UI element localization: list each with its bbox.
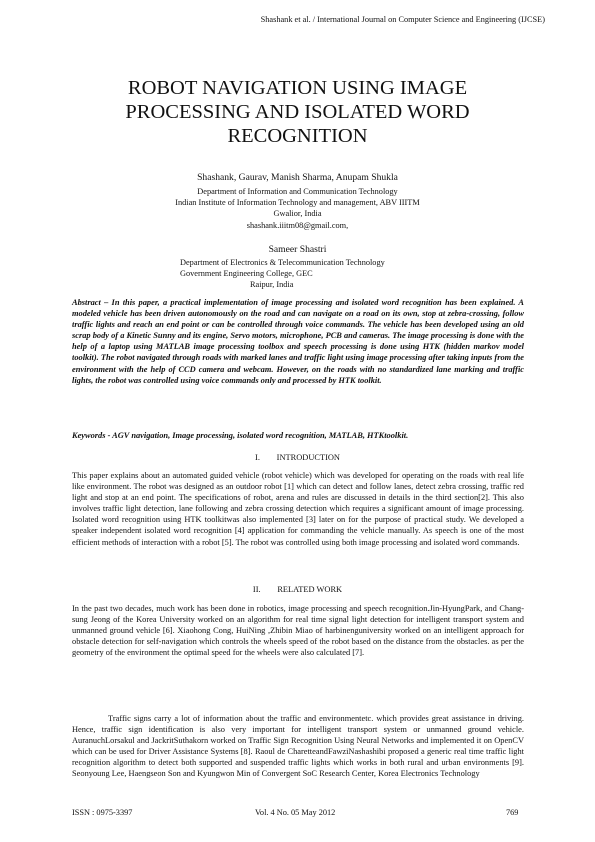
- affiliation-primary: [0, 186, 595, 231]
- title-line: PROCESSING AND ISOLATED WORD: [125, 101, 470, 123]
- page-number: 769: [506, 808, 519, 817]
- footer-volume: Vol. 4 No. 05 May 2012: [255, 808, 336, 817]
- footer-issn: ISSN : 0975-3397: [72, 808, 133, 817]
- related-work-paragraph: In the past two decades, much work has been done in robotics, image processing and speech recognition.Jin-HyungPark, and Chang-sung Jeong of the Korea University worked on an algorithm for real time signal light detection for intelligent transport system and unmanned ground vehicle [6]. Xiaohong Cong, HuiNing ,Zhibin Miao of harbinenguniversity worked on an intelligent approach for obstacle detection for self-navigation which controls the wheels speed of the robot based on the distance from the obstacles. as per the geometry of the environment the optimal speed for the wheels were also calculated [7].: [72, 604, 524, 658]
- section-heading-introduction: I. INTRODUCTION: [255, 453, 340, 462]
- affiliation-line: Gwalior, India: [273, 209, 322, 219]
- title-line: ROBOT NAVIGATION USING IMAGE: [127, 77, 468, 99]
- author-list: Shashank, Gaurav, Manish Sharma, Anupam Shukla: [197, 172, 398, 183]
- affiliation-line: Raipur, India: [250, 280, 294, 290]
- second-author: Sameer Shastri: [268, 244, 327, 255]
- affiliation-line: Indian Institute of Information Technology and management, ABV IIITM: [175, 198, 420, 208]
- title-line: RECOGNITION: [227, 125, 368, 147]
- author-email[interactable]: shashank.iiitm08@gmail.com,: [246, 220, 349, 230]
- affiliation-secondary: [180, 257, 385, 291]
- running-head: Shashank et al. / International Journal on Computer Science and Engineering (IJCSE): [260, 15, 545, 24]
- paper-title: [60, 76, 535, 148]
- section-heading-related-work: II. RELATED WORK: [252, 585, 343, 594]
- introduction-paragraph: This paper explains about an automated guided vehicle (robot vehicle) which was developed for operating on the roads with real life like environment. The robot was designed as an outdoor robot [1] which can detect and follow lanes, detect zebra crossing, traffic red light and stop at an end point. The specifications of robot, arena and rules are discussed in details in the third section[2]. This also involves traffic light detection, lane following and zebra crossing detection which requires a significant amount of image processing. Isolated word recognition using HTK toolkitwas also implemented [3] later on for the purpose of practical study. We developed a speaker independent isolated word recognition [4] application for commanding the vehicle manually. As speech is one of the most efficient methods of interaction with a robot [5]. The robot was controlled using both image processing and isolated word commands.: [72, 471, 524, 547]
- related-work-paragraph: Traffic signs carry a lot of information about the traffic and environmentetc. which provides great assistance in driving. Hence, traffic sign identification is also very important for intelligent transport system or unmanned ground vehicle. AuranuchLorsakul and JackritSuthakorn worked on Traffic Sign Recognition Using Neural Networks and implemented it on OpenCV which can be used for Driver Assistance Systems [8]. Raoul de CharetteandFawziNashashibi proposed a generic real time traffic light recognition algorithm to detect both supported and suspended traffic lights which works in both rural and urban environments [9]. Seonyoung Lee, Haengseon Son and Kyungwon Min of Convergent SoC Research Center, Korea Electronics Technology: [72, 714, 524, 779]
- affiliation-line: Government Engineering College, GEC: [180, 269, 313, 279]
- keywords: Keywords - AGV navigation, Image processing, isolated word recognition, MATLAB, HTKtoolkit.: [72, 431, 409, 440]
- abstract: Abstract – In this paper, a practical implementation of image processing and isolated word recognition has been explained. A modeled vehicle has been driven autonomously on the road and can navigate on a road on its own, stop at zebra-crossing, follow traffic lights and reach an end point or can be controlled through voice commands. The vehicle has been developed using an old scrap body of a Kinetic Sunny and its engine, Servo motors, microphone, PCB and cameras. The image processing is done with the help of a laptop using MATLAB image processing toolbox and speech processing is done using HTK (hidden markov model toolkit). The robot navigated through roads with marked lanes and traffic light using image processing after taking inputs from the environment with the help of CCD camera and webcam. However, on the roads with no standardized lane marking and traffic lights, the robot was controlled using voice commands only and processed by HTK toolkit.: [72, 298, 524, 385]
- affiliation-line: Department of Electronics & Telecommunication Technology: [180, 258, 385, 267]
- affiliation-line: Department of Information and Communication Technology: [197, 187, 398, 196]
